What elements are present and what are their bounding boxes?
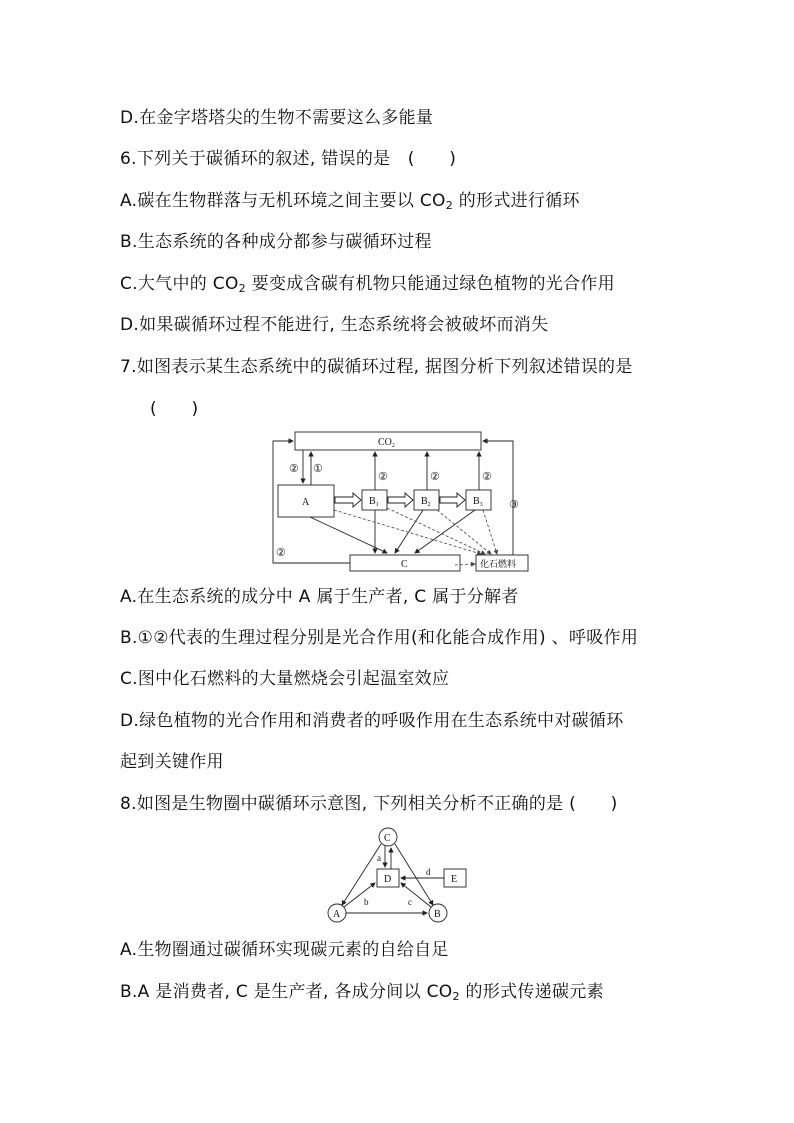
c-node-label: C — [384, 833, 391, 844]
q8b-text: B.A 是消费者, C 是生产者, 各成分间以 CO — [120, 982, 453, 1002]
process-2-b2-label: ② — [430, 471, 440, 483]
q6-stem: 6.下列关于碳循环的叙述, 错误的是 ( ) — [120, 149, 457, 169]
q6-option-c — [120, 272, 615, 301]
q5-option-d: D.在金字塔塔尖的生物不需要这么多能量 — [120, 108, 434, 128]
b-node-label: B — [434, 909, 441, 920]
a-node-label: A — [333, 909, 341, 920]
q6c-text: C.大气中的 CO — [120, 274, 239, 294]
q7-option-d-line2: 起到关键作用 — [120, 752, 224, 772]
q6c-sub: 2 — [238, 282, 246, 295]
q8b-sub: 2 — [452, 990, 460, 1003]
q7-option-d-line1: D.绿色植物的光合作用和消费者的呼吸作用在生态系统中对碳循环 — [120, 711, 624, 731]
d-node-label: D — [384, 874, 392, 885]
b1-label: $B_1$ — [369, 496, 379, 508]
q6a-sub: 2 — [445, 199, 454, 212]
process-2-b1-label: ② — [378, 471, 388, 483]
process-2-label: ② — [289, 463, 299, 475]
fossil-label: 化石燃料 — [480, 559, 517, 569]
q7-option-b: B.①②代表的生理过程分别是光合作用(和化能合成作用) 、呼吸作用 — [120, 628, 639, 648]
q7-stem: 7.如图表示某生态系统中的碳循环过程, 据图分析下列叙述错误的是 — [120, 357, 633, 377]
process-2-b3-label: ② — [482, 471, 492, 483]
process-3-label: ③ — [509, 499, 519, 511]
q6a-text-end: 的形式进行循环 — [453, 191, 580, 211]
co2-label: $CO_2$ — [378, 437, 395, 449]
edge-d-label: d — [426, 867, 431, 877]
q6c-text-end: 要变成含碳有机物只能通过绿色植物的光合作用 — [245, 274, 615, 294]
q7-option-c: C.图中化石燃料的大量燃烧会引起温室效应 — [120, 669, 450, 689]
process-2-c-label: ② — [276, 547, 286, 559]
b2-label: $B_2$ — [421, 496, 431, 508]
process-1-label: ① — [313, 463, 323, 475]
q6-option-b: B.生态系统的各种成分都参与碳循环过程 — [120, 232, 432, 252]
q8-option-b — [120, 980, 604, 1009]
q8-stem: 8.如图是生物圈中碳循环示意图, 下列相关分析不正确的是 ( ) — [120, 794, 618, 814]
q6-option-d: D.如果碳循环过程不能进行, 生态系统将会被破坏而消失 — [120, 315, 549, 335]
q7-answer-paren: ( ) — [150, 399, 199, 419]
q7-carbon-cycle-diagram — [265, 428, 530, 578]
q8b-text-end: 的形式传递碳元素 — [459, 982, 604, 1002]
edge-b-label: b — [364, 897, 369, 907]
q6-option-a — [120, 189, 580, 218]
b3-label: $B_3$ — [473, 496, 483, 508]
q7-option-a: A.在生态系统的成分中 A 属于生产者, C 属于分解者 — [120, 587, 519, 607]
q8-carbon-cycle-diagram — [320, 825, 470, 925]
e-node-label: E — [451, 874, 458, 885]
edge-a-label: a — [377, 853, 381, 863]
q6a-text: A.碳在生物群落与无机环境之间主要以 CO — [120, 191, 446, 211]
edge-c-label: c — [408, 897, 412, 907]
a-label: A — [302, 497, 310, 508]
c-label: C — [401, 559, 408, 570]
q8-option-a: A.生物圈通过碳循环实现碳元素的自给自足 — [120, 940, 449, 960]
